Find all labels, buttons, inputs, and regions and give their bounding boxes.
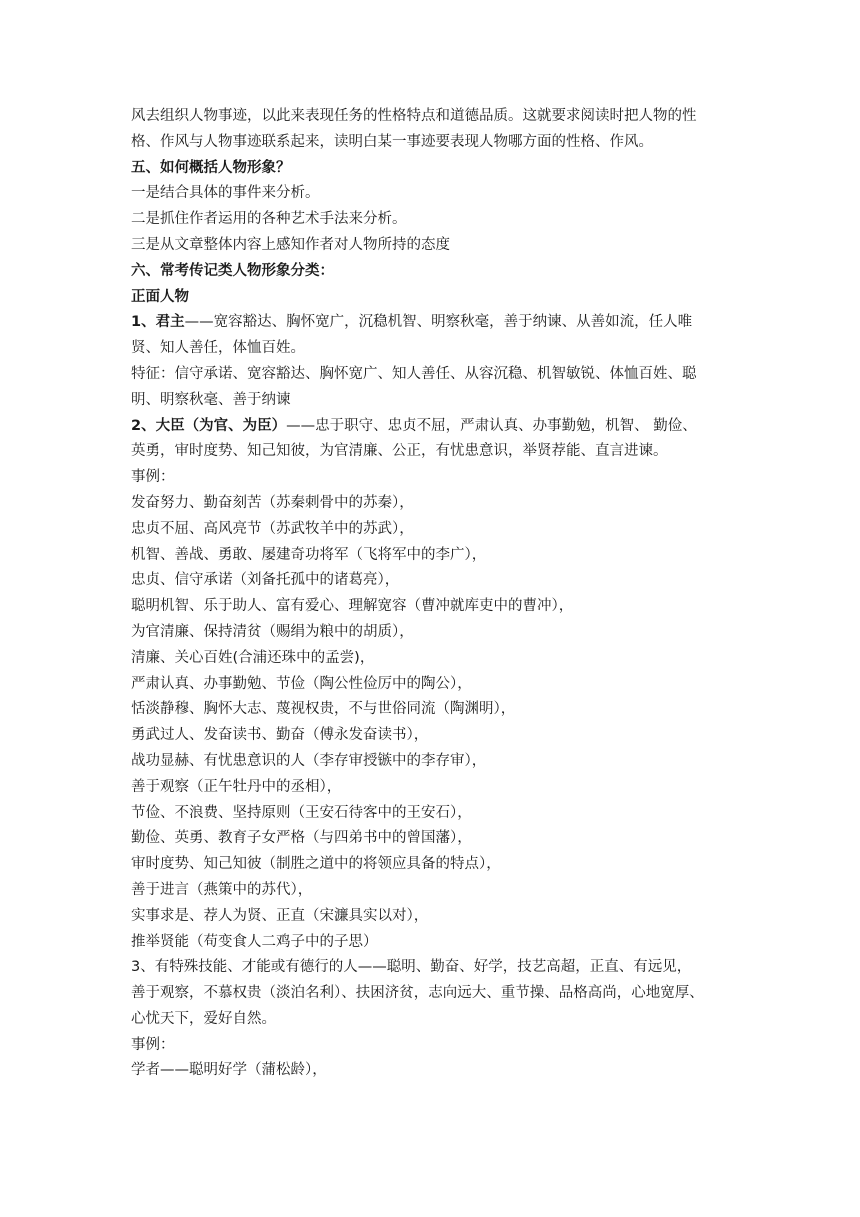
text-line: [131, 981, 731, 1007]
line-heading: 1、君主: [131, 314, 185, 331]
text-line: [131, 259, 731, 285]
line-text: 心忧天下，爱好自然。: [131, 1010, 276, 1027]
line-text: 机智、善战、勇敢、屡建奇功将军（飞将军中的李广），: [131, 546, 487, 563]
text-line: [131, 852, 731, 878]
line-text: 特征：信守承诺、宽容豁达、胸怀宽广、知人善任、从容沉稳、机智敏锐、体恤百姓、聪: [131, 365, 697, 382]
line-text: 一是结合具体的事件来分析。: [131, 185, 320, 202]
line-text: 勤俭、英勇、教育子女严格（与四弟书中的曾国藩），: [131, 830, 472, 847]
line-text: 格、作风与人物事迹联系起来，读明白某一事迹要表现人物哪方面的性格、作风。: [131, 133, 653, 150]
text-line: [131, 568, 731, 594]
text-line: [131, 930, 731, 956]
line-text: 善于观察（正午牡丹中的丞相），: [131, 778, 342, 795]
line-text: 风去组织人物事迹，以此来表现任务的性格特点和道德品质。这就要求阅读时把人物的性: [131, 108, 697, 124]
text-line: [131, 388, 731, 414]
text-line: [131, 310, 731, 336]
line-text: 二是抓住作者运用的各种艺术手法来分析。: [131, 211, 407, 228]
text-line: [131, 955, 731, 981]
text-line: [131, 878, 731, 904]
line-text: 聪明机智、乐于助人、富有爱心、理解宽容（曹冲就库吏中的曹冲），: [131, 598, 574, 615]
line-text: 贤、知人善任，体恤百姓。: [131, 340, 305, 357]
line-heading: 2、大臣（为官、为臣）: [131, 417, 287, 434]
line-text: 六、常考传记类人物形象分类：: [131, 262, 334, 279]
line-text: 三是从文章整体内容上感知作者对人物所持的态度: [131, 236, 450, 253]
text-line: [131, 646, 731, 672]
line-text: 善于进言（燕策中的苏代），: [131, 881, 313, 898]
line-text: 清廉、关心百姓(合浦还珠中的孟尝)，: [131, 649, 375, 666]
line-text: 明、明察秋毫、善于纳谏: [131, 391, 291, 408]
line-text: 战功显赫、有忧患意识的人（李存审授镞中的李存审），: [131, 752, 487, 769]
text-line: [131, 465, 731, 491]
text-line: [131, 749, 731, 775]
line-text: 善于观察，不慕权贵（淡泊名利）、扶困济贫，志向远大、重节操、品格高尚，心地宽厚、: [131, 985, 704, 1002]
text-line: [131, 826, 731, 852]
line-text: 学者——聪明好学（蒲松龄），: [131, 1062, 327, 1079]
text-line: [131, 104, 731, 130]
line-text: 勇武过人、发奋读书、勤奋（傅永发奋读书），: [131, 727, 429, 744]
text-line: [131, 207, 731, 233]
line-text: 事例：: [131, 1036, 175, 1053]
line-text: 正面人物: [131, 288, 189, 305]
text-line: [131, 285, 731, 311]
line-text: 发奋努力、勤奋刻苦（苏秦刺骨中的苏秦），: [131, 494, 414, 511]
line-text: 忠贞、信守承诺（刘备托孤中的诸葛亮），: [131, 572, 400, 589]
line-text: 审时度势、知己知彼（制胜之道中的将领应具备的特点），: [131, 856, 501, 873]
line-text: 推举贤能（苟变食人二鸡子中的子思）: [131, 933, 378, 950]
text-line: [131, 620, 731, 646]
line-text: 恬淡静穆、胸怀大志、蔑视权贵，不与世俗同流（陶渊明），: [131, 701, 516, 718]
text-line: [131, 672, 731, 698]
text-line: [131, 594, 731, 620]
text-line: [131, 801, 731, 827]
text-line: [131, 156, 731, 182]
line-text: 为官清廉、保持清贫（赐绢为粮中的胡质），: [131, 623, 414, 640]
line-text: 严肃认真、办事勤勉、节俭（陶公性俭厉中的陶公），: [131, 675, 472, 692]
line-text: 英勇，审时度势、知己知彼，为官清廉、公正，有忧患意识，举贤荐能、直言进谏。: [131, 443, 668, 460]
text-line: [131, 723, 731, 749]
text-line: [131, 1058, 731, 1084]
text-line: [131, 362, 731, 388]
text-line: [131, 336, 731, 362]
document-page: [131, 104, 731, 1084]
line-text: 节俭、不浪费、坚持原则（王安石待客中的王安石），: [131, 804, 472, 821]
text-line: [131, 543, 731, 569]
line-text: 忠贞不屈、高风亮节（苏武牧羊中的苏武），: [131, 520, 414, 537]
text-line: [131, 439, 731, 465]
line-text: 事例：: [131, 469, 175, 486]
line-text: 3、有特殊技能、才能或有德行的人——聪明、勤奋、好学，技艺高超，正直、有远见，: [131, 959, 692, 976]
text-line: [131, 491, 731, 517]
text-line: [131, 130, 731, 156]
text-line: [131, 1007, 731, 1033]
text-line: [131, 775, 731, 801]
text-line: [131, 414, 731, 440]
line-text: 实事求是、荐人为贤、正直（宋濂具实以对），: [131, 907, 429, 924]
text-line: [131, 697, 731, 723]
text-line: [131, 904, 731, 930]
text-line: [131, 517, 731, 543]
text-line: [131, 181, 731, 207]
text-line: [131, 1033, 731, 1059]
text-line: [131, 233, 731, 259]
line-text: ——忠于职守、忠贞不屈，严肃认真、办事勤勉，机智、 勤俭、: [286, 417, 697, 434]
line-text: ——宽容豁达、胸怀宽广，沉稳机智、明察秋毫，善于纳谏、从善如流，任人唯: [184, 314, 693, 331]
line-text: 五、如何概括人物形象？: [131, 159, 291, 176]
